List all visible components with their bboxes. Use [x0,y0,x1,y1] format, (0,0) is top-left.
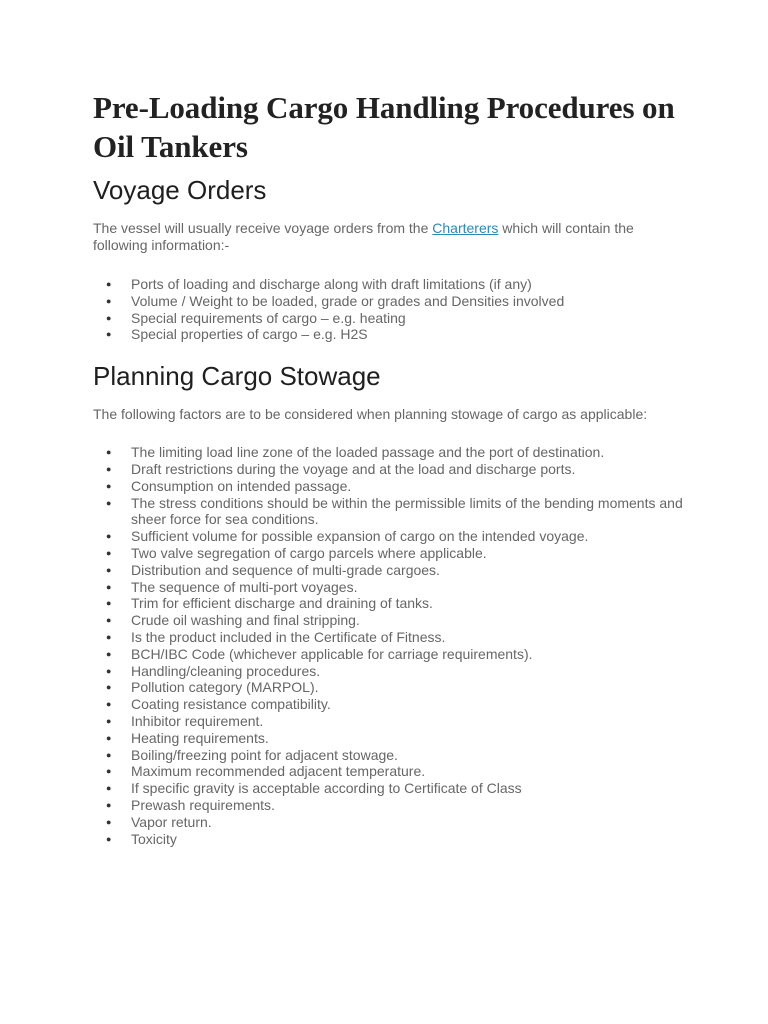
bullet-icon: ● [106,799,112,810]
document-page [93,88,683,847]
bullet-icon: ● [106,766,112,777]
list-item-text: Consumption on intended passage. [131,477,352,494]
bullet-icon: ● [106,833,112,844]
list-item-text: Draft restrictions during the voyage and at the load and discharge ports. [131,460,576,477]
list-item [106,696,683,713]
bullet-icon: ● [106,816,112,827]
list-item-text: The limiting load line zone of the loaded passage and the port of destination. [131,444,605,461]
list-item [106,746,683,764]
bullet-icon: ● [106,699,112,710]
list-item-text: Crude oil washing and final stripping. [131,612,360,629]
bullet-icon: ● [106,547,112,558]
bullet-icon: ● [106,682,112,693]
bullet-icon: ● [106,312,112,323]
voyage-orders-heading: Voyage Orders [93,175,267,205]
list-item [106,595,683,612]
list-item-text: Handling/cleaning procedures. [131,662,321,679]
page-title: Pre-Loading Cargo Handling Procedures on Oil Tankers [93,90,675,164]
voyage-orders-intro [93,220,683,254]
bullet-icon: ● [106,447,112,458]
charterers-link[interactable]: Charterers [432,220,499,236]
list-item-text: Is the product included in the Certificate of Fitness. [131,628,446,645]
bullet-icon: ● [106,715,112,726]
list-item [106,544,683,562]
list-item-text: Volume / Weight to be loaded, grade or grades and Densities involved [131,292,565,309]
list-item [106,292,683,310]
list-item-text: Heating requirements. [131,729,269,746]
bullet-icon: ● [106,497,112,508]
list-item [106,612,683,629]
list-item [106,813,683,831]
list-item-text: Pollution category (MARPOL). [131,679,319,696]
list-item-text: Coating resistance compatibility. [131,696,331,713]
list-item-text: Ports of loading and discharge along with draft limitations (if any) [131,276,532,292]
list-item [106,628,683,646]
list-item-text: Vapor return. [131,813,212,830]
list-item-text: Maximum recommended adjacent temperature. [131,763,426,780]
bullet-icon: ● [106,531,112,542]
list-item-text: Boiling/freezing point for adjacent stowage. [131,746,398,763]
list-item [106,679,683,696]
bullet-icon: ● [106,581,112,592]
list-item-text: Two valve segregation of cargo parcels where applicable. [131,544,487,561]
list-item-text: BCH/IBC Code (whichever applicable for carriage requirements). [131,645,533,662]
bullet-icon: ● [106,279,112,289]
list-item [106,326,683,343]
list-item-text: Trim for efficient discharge and draining of tanks. [131,595,433,612]
list-item [106,763,683,780]
list-item [106,477,683,495]
list-item [106,444,683,461]
list-item [106,309,683,327]
list-item [106,712,683,730]
list-item [106,780,683,797]
list-item [106,830,683,848]
list-item-text: Prewash requirements. [131,796,275,813]
bullet-icon: ● [106,598,112,609]
bullet-icon: ● [106,564,112,575]
bullet-icon: ● [106,329,112,340]
list-item-text: Inhibitor requirement. [131,712,264,729]
bullet-icon: ● [106,732,112,743]
list-item [106,729,683,747]
list-item [106,528,683,545]
list-item [106,276,683,293]
list-item-text: Sufficient volume for possible expansion of cargo on the intended voyage. [131,528,589,545]
list-item-text: Distribution and sequence of multi-grade cargoes. [131,561,440,578]
list-item [106,645,683,663]
planning-cargo-stowage-intro: The following factors are to be considered when planning stowage of cargo as applicable: [93,406,648,423]
list-item-text: Toxicity [131,830,177,847]
list-item [106,796,683,814]
list-item [106,561,683,579]
bullet-icon: ● [106,480,112,491]
bullet-icon: ● [106,295,112,306]
planning-cargo-stowage-heading: Planning Cargo Stowage [93,361,381,392]
list-item-text: Special requirements of cargo – e.g. heating [131,309,406,326]
bullet-icon: ● [106,615,112,626]
voyage-orders-intro-end: which will contain the following information:- [93,220,634,253]
list-item-text: Special properties of cargo – e.g. H2S [131,326,368,343]
list-item-text: The stress conditions should be within the permissible limits of the bending moments and sheer force for sea conditions. [131,494,683,528]
bullet-icon: ● [106,463,112,474]
bullet-icon: ● [106,648,112,659]
list-item [106,494,683,529]
bullet-icon: ● [106,665,112,676]
bullet-icon: ● [106,749,112,760]
voyage-orders-list [93,276,683,343]
list-item-text: If specific gravity is acceptable according to Certificate of Class [131,780,522,797]
list-item [106,578,683,596]
voyage-orders-intro-start: The vessel will usually receive voyage orders from the [93,220,433,236]
list-item [106,460,683,478]
list-item [106,662,683,680]
list-item-text: The sequence of multi-port voyages. [131,578,358,595]
planning-cargo-stowage-list [93,444,683,847]
bullet-icon: ● [106,783,112,794]
bullet-icon: ● [106,631,112,642]
